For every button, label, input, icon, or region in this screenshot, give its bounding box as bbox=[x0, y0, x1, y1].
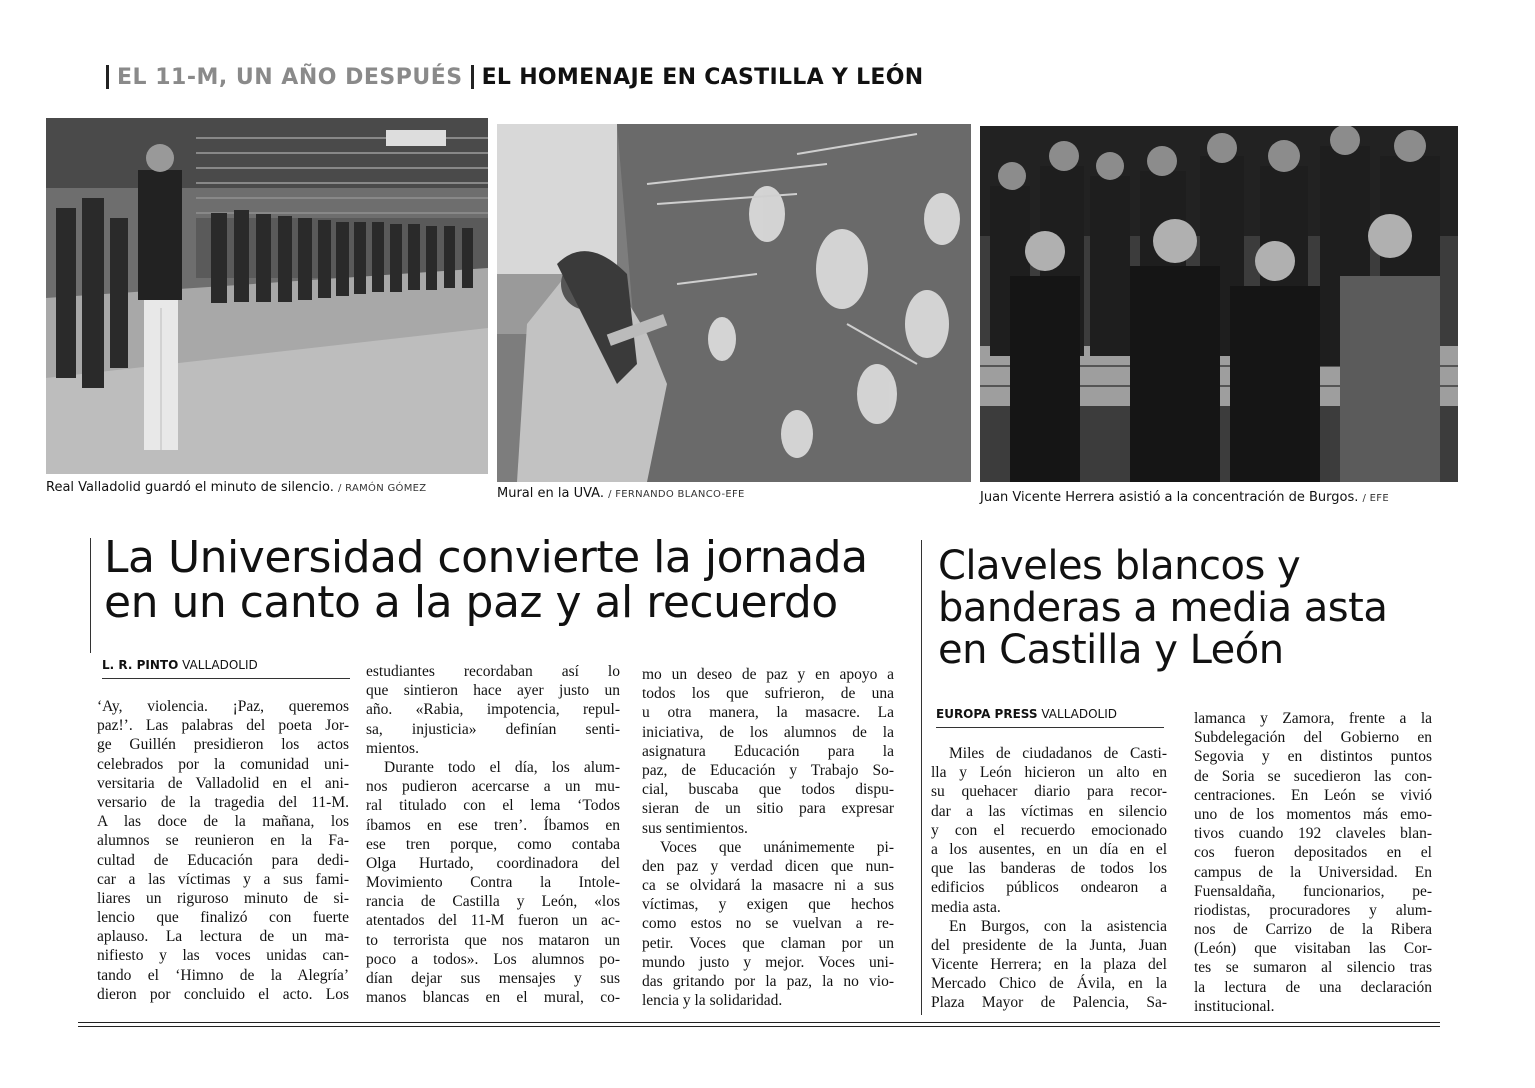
text-line: tando el ‘Himno de la Alegría’ bbox=[97, 966, 349, 984]
text-line: y con el recuerdo emocionado bbox=[931, 821, 1167, 839]
section-kicker: EL 11-M, UN AÑO DESPUÉS bbox=[117, 64, 463, 90]
text-line: mientos. bbox=[366, 739, 419, 757]
text-line: nos pudieron acercarse a un mu- bbox=[366, 778, 620, 796]
text-line: petir. Voces que claman por un bbox=[642, 934, 894, 952]
rule-left bbox=[90, 538, 91, 653]
text-line: u otra manera, la masacre. La bbox=[642, 704, 894, 722]
text-line: Olga Hurtado, coordinadora del bbox=[366, 854, 620, 872]
text-line: atentados del 11-M fueron un ac- bbox=[366, 912, 620, 930]
bottom-rule-top bbox=[78, 1022, 1440, 1023]
text-line: sus sentimientos. bbox=[642, 819, 748, 837]
header-bar bbox=[106, 65, 109, 89]
text-line: media asta. bbox=[931, 898, 1001, 916]
text-line: liares un riguroso minuto de si- bbox=[97, 889, 349, 907]
text-line: todos los que sufrieron, de una bbox=[642, 685, 894, 703]
article2-byline bbox=[936, 707, 1117, 721]
text-line: sieran de un sitio para expresar bbox=[642, 800, 894, 818]
text-line: que las banderas de todos los bbox=[931, 860, 1167, 878]
text-line: lla y León hicieron un alto en bbox=[931, 764, 1167, 782]
text-line: celebrados por la comunidad uni- bbox=[97, 755, 349, 773]
article2-headline-line1: Claveles blancos y bbox=[938, 543, 1301, 589]
text-line: rancia de Castilla y León, «los bbox=[366, 893, 620, 911]
text-line: dieron por concluido el acto. Los bbox=[97, 985, 349, 1003]
text-line: Fuensaldaña, funcionarios, pe- bbox=[1194, 882, 1432, 900]
text-line: versario de la tragedia del 11-M. bbox=[97, 793, 349, 811]
caption-text: Juan Vicente Herrera asistió a la concentración de Burgos. bbox=[980, 490, 1359, 505]
text-line: nos de Carrizo de la Ribera bbox=[1194, 921, 1432, 939]
caption-text: Mural en la UVA. bbox=[497, 486, 604, 501]
bottom-rule-bottom bbox=[78, 1026, 1440, 1027]
text-line: uno de los momentos más emo- bbox=[1194, 805, 1432, 823]
text-line: sa, injusticia» definían senti- bbox=[366, 720, 620, 738]
text-line: su quehacer diario para recor- bbox=[931, 783, 1167, 801]
text-line: manos blancas en el mural, co- bbox=[366, 989, 620, 1007]
article1-col2 bbox=[366, 662, 620, 1007]
text-line: car a las víctimas y a sus fami- bbox=[97, 870, 349, 888]
text-line: víctimas, y exigen que hechos bbox=[642, 896, 894, 914]
text-line: la lectura de una declaración bbox=[1194, 978, 1432, 996]
article2-byline-rule bbox=[936, 727, 1164, 728]
text-line: cial, buscaba que todos dispu- bbox=[642, 781, 894, 799]
caption-credit: / FERNANDO BLANCO-EFE bbox=[608, 489, 745, 500]
text-line: riodistas, procuradores y alum- bbox=[1194, 901, 1432, 919]
article2-col1 bbox=[931, 744, 1167, 1013]
text-line: ral titulado con el lema ‘Todos bbox=[366, 797, 620, 815]
text-line: Durante todo el día, los alum- bbox=[384, 758, 620, 776]
text-line: institucional. bbox=[1194, 997, 1275, 1015]
text-line: año. «Rabia, impotencia, repul- bbox=[366, 701, 620, 719]
text-line: ge Guillén presidieron los actos bbox=[97, 736, 349, 754]
article2-headline-line3: en Castilla y León bbox=[938, 627, 1284, 673]
article2-author: EUROPA PRESS bbox=[936, 707, 1038, 721]
text-line: alumnos se reunieron en la Fa- bbox=[97, 832, 349, 850]
text-line: to terrorista que nos mataron un bbox=[366, 931, 620, 949]
caption-credit: / EFE bbox=[1362, 493, 1389, 504]
text-line: Miles de ciudadanos de Casti- bbox=[949, 745, 1167, 762]
article1-headline bbox=[104, 532, 868, 628]
photo-caption-mural bbox=[497, 486, 745, 501]
text-line: íbamos en ese tren’. Íbamos en bbox=[366, 816, 620, 834]
text-line: paz, de Educación y Trabajo So- bbox=[642, 761, 894, 779]
photo-stadium bbox=[46, 118, 488, 474]
text-line: lencia y la solidaridad. bbox=[642, 992, 783, 1010]
section-header bbox=[98, 60, 923, 94]
text-line: a los ausentes, en un día en el bbox=[931, 840, 1167, 858]
text-line: nifiesto y las voces unidas can- bbox=[97, 947, 349, 965]
text-line: ca se olvidará la masacre ni a sus bbox=[642, 877, 894, 895]
photo-caption-burgos bbox=[980, 490, 1389, 505]
text-line: tes se sumaron al silencio tras bbox=[1194, 959, 1432, 977]
article1-place: VALLADOLID bbox=[182, 658, 258, 672]
text-line: asignatura Educación para la bbox=[642, 742, 894, 760]
article2-col2 bbox=[1194, 709, 1432, 1016]
article1-headline-line1: La Universidad convierte la jornada bbox=[104, 532, 868, 583]
text-line: paz!’. Las palabras del poeta Jor- bbox=[97, 717, 349, 735]
text-line: ese tren porque, como contaba bbox=[366, 835, 620, 853]
text-line: Mercado Chico de Ávila, en la bbox=[931, 975, 1167, 993]
text-line: Voces que unánimemente pi- bbox=[660, 838, 894, 856]
rule-middle bbox=[921, 540, 922, 1015]
article2-headline bbox=[938, 545, 1387, 671]
text-line: mo un deseo de paz y en apoyo a bbox=[642, 666, 894, 683]
article1-author: L. R. PINTO bbox=[102, 658, 179, 672]
text-line: como estos no se vuelvan a re- bbox=[642, 915, 894, 933]
section-title: EL HOMENAJE EN CASTILLA Y LEÓN bbox=[481, 64, 924, 90]
article1-col3 bbox=[642, 665, 894, 1010]
text-line: dar a las víctimas en silencio bbox=[931, 802, 1167, 820]
text-line: Segovia y en distintos puntos bbox=[1194, 748, 1432, 766]
article2-place: VALLADOLID bbox=[1041, 707, 1118, 721]
text-line: den paz y verdad dicen que nun- bbox=[642, 857, 894, 875]
text-line: tivos cuando 192 claveles blan- bbox=[1194, 825, 1432, 843]
text-line: lamanca y Zamora, frente a la bbox=[1194, 710, 1432, 727]
text-line: (León) que visitaban las Cor- bbox=[1194, 940, 1432, 958]
caption-text: Real Valladolid guardó el minuto de silencio. bbox=[46, 480, 334, 495]
text-line: edificios públicos ondearon a bbox=[931, 879, 1167, 897]
text-line: Movimiento Contra la Intole- bbox=[366, 874, 620, 892]
article2-headline-line2: banderas a media asta bbox=[938, 585, 1388, 631]
text-line: Plaza Mayor de Palencia, Sa- bbox=[931, 994, 1167, 1012]
photo-caption-stadium bbox=[46, 480, 426, 495]
text-line: lencio que finalizó con fuerte bbox=[97, 909, 349, 927]
text-line: cultad de Educación para dedi- bbox=[97, 851, 349, 869]
text-line: En Burgos, con la asistencia bbox=[949, 917, 1167, 935]
text-line: ‘Ay, violencia. ¡Paz, queremos bbox=[97, 698, 349, 715]
text-line: poco a todos». Los alumnos po- bbox=[366, 950, 620, 968]
caption-credit: / RAMÓN GÓMEZ bbox=[337, 483, 427, 494]
article1-headline-line2: en un canto a la paz y al recuerdo bbox=[104, 577, 838, 628]
photo-mural bbox=[497, 124, 971, 482]
text-line: centraciones. En León se vivió bbox=[1194, 786, 1432, 804]
header-divider bbox=[471, 65, 474, 89]
article1-byline bbox=[102, 658, 258, 672]
text-line: A las doce de la mañana, los bbox=[97, 813, 349, 831]
text-line: dían dejar sus mensajes y sus bbox=[366, 970, 620, 987]
text-line: que sintieron hace ayer justo un bbox=[366, 682, 620, 700]
text-line: das gritando por la paz, la no vio- bbox=[642, 973, 894, 990]
text-line: aplauso. La lectura de un ma- bbox=[97, 928, 349, 946]
text-line: de Soria se sucedieron las con- bbox=[1194, 767, 1432, 785]
text-line: Subdelegación del Gobierno en bbox=[1194, 729, 1432, 747]
text-line: estudiantes recordaban así lo bbox=[366, 663, 620, 680]
text-line: cos fueron depositados en el bbox=[1194, 844, 1432, 862]
article1-byline-rule bbox=[102, 678, 350, 679]
text-line: campus de la Universidad. En bbox=[1194, 863, 1432, 881]
article1-col1 bbox=[97, 697, 349, 1004]
text-line: Vicente Herrera; en la plaza del bbox=[931, 956, 1167, 974]
text-line: del presidente de la Junta, Juan bbox=[931, 936, 1167, 954]
text-line: iniciativa, de los alumnos de la bbox=[642, 723, 894, 741]
photo-burgos bbox=[980, 126, 1458, 482]
text-line: mundo justo y mejor. Voces uni- bbox=[642, 953, 894, 971]
text-line: versitaria de Valladolid en el ani- bbox=[97, 774, 349, 792]
